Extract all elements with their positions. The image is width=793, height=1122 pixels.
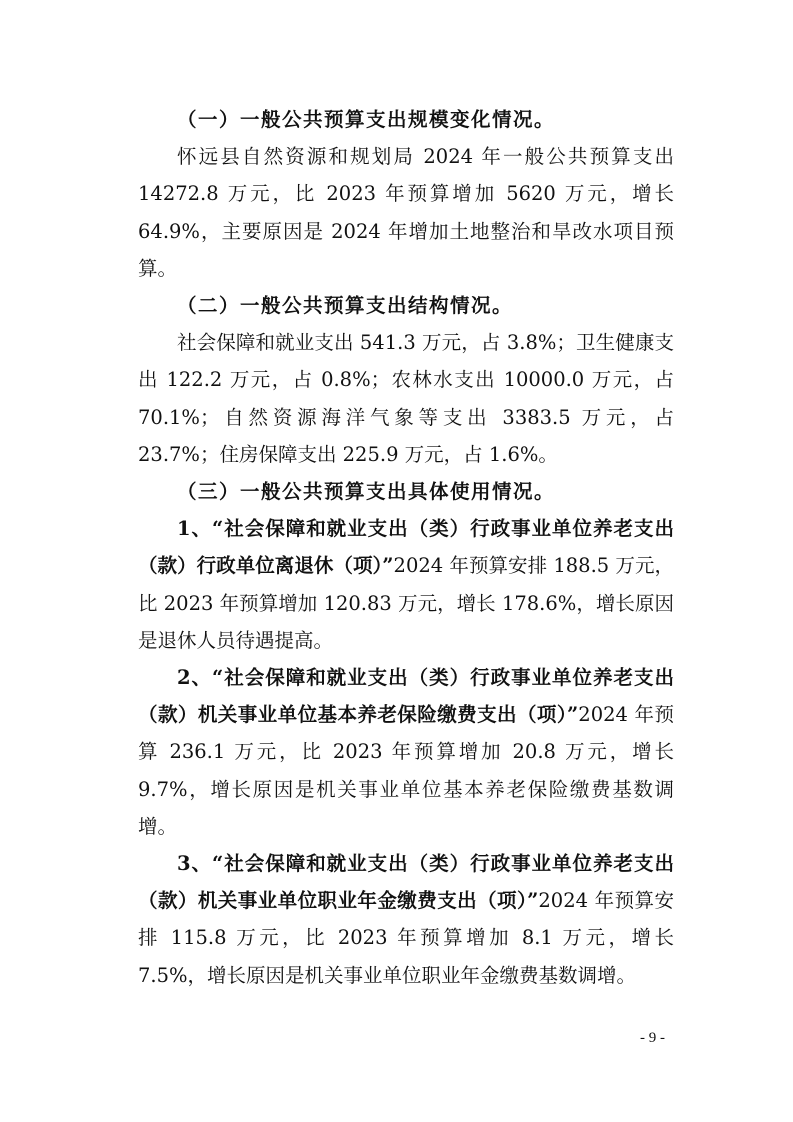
section-2-heading: （二）一般公共预算支出结构情况。 bbox=[177, 294, 514, 318]
item-1-title: 1、“社会保障和就业支出（类）行政事业单位养老支出（款）行政单位离退休（项）” bbox=[138, 517, 674, 578]
item-1-text: 2024 年预算安排 188.5 万元，比 2023 年预算增加 120.83 万元，增长 178.6%，增长原因是退休人员待遇提高。 bbox=[138, 554, 675, 652]
section-1-heading: （一）一般公共预算支出规模变化情况。 bbox=[177, 108, 556, 131]
section-1-paragraph: 怀远县自然资源和规划局 2024 年一般公共预算支出 14272.8 万元，比 2023 年预算增加 5620 万元，增长 64.9%，主要原因是 2024 年增加土地整治和旱改水项目预算。 bbox=[138, 145, 674, 280]
item-3-paragraph bbox=[138, 845, 674, 994]
page-content bbox=[138, 101, 674, 994]
item-2-paragraph bbox=[138, 659, 674, 845]
item-3-text: 2024 年预算安排 115.8 万元，比 2023 年预算增加 8.1 万元，增长 7.5%，增长原因是机关事业单位职业年金缴费基数调增。 bbox=[138, 889, 674, 987]
item-2-text: 2024 年预算 236.1 万元，比 2023 年预算增加 20.8 万元，增长 9.7%，增长原因是机关事业单位基本养老保险缴费基数调增。 bbox=[138, 703, 674, 838]
item-2-title: 2、“社会保障和就业支出（类）行政事业单位养老支出（款）机关事业单位基本养老保险缴费支出（项）” bbox=[138, 666, 674, 727]
section-2-paragraph: 社会保障和就业支出 541.3 万元，占 3.8%；卫生健康支出 122.2 万元，占 0.8%；农林水支出 10000.0 万元，占 70.1%；自然资源海洋气象等支出 3383.5 万元，占 23.7%；住房保障支出 225.9 万元，占 1.6%。 bbox=[138, 331, 674, 466]
page-number: - 9 - bbox=[640, 1030, 665, 1046]
item-3-title: 3、“社会保障和就业支出（类）行政事业单位养老支出（款）机关事业单位职业年金缴费支出（项）” bbox=[138, 852, 674, 913]
section-3-heading: （三）一般公共预算支出具体使用情况。 bbox=[177, 480, 556, 504]
item-1-paragraph bbox=[138, 510, 674, 659]
